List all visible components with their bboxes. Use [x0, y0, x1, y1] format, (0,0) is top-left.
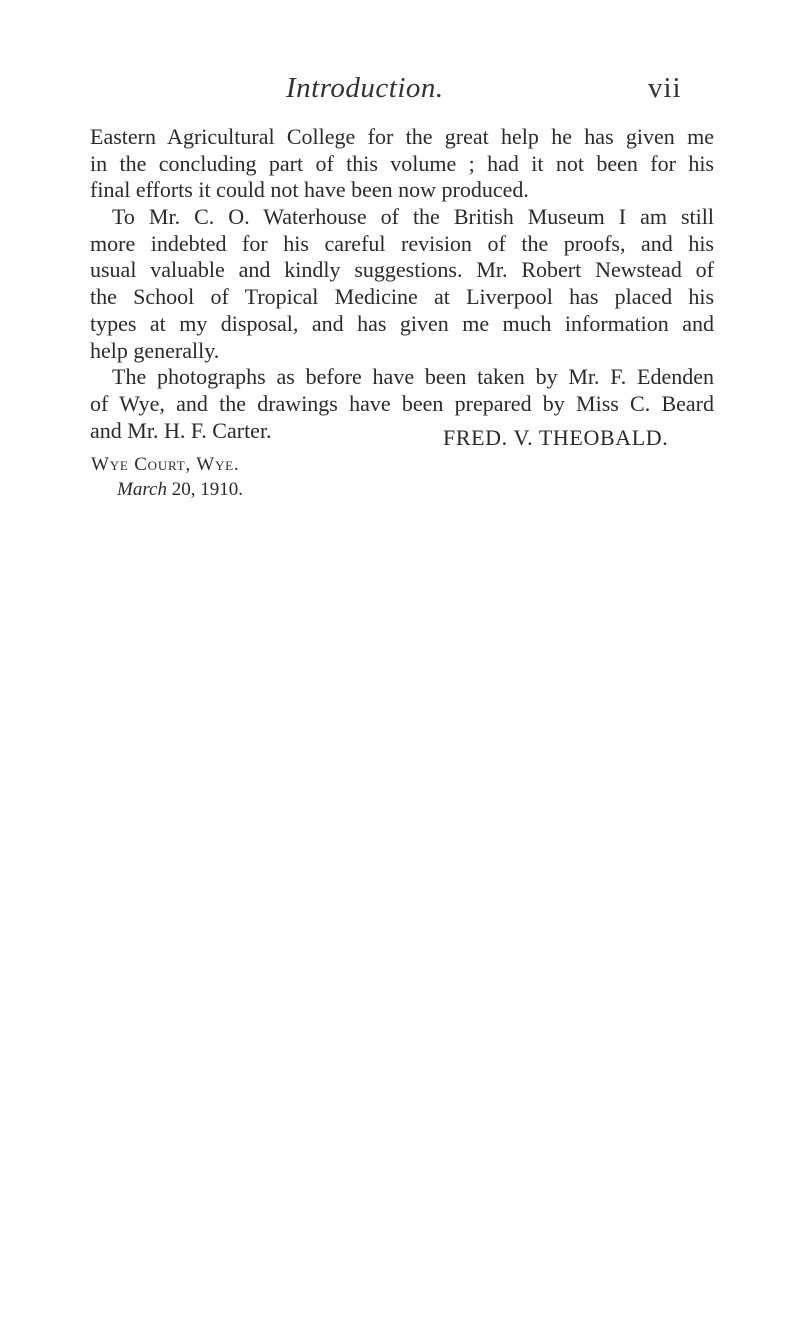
address: Wye Court, Wye. — [91, 454, 240, 475]
text-line: and Mr. H. F. Carter. — [90, 417, 272, 443]
page-number: vii — [648, 72, 682, 104]
running-head — [0, 72, 800, 112]
text-line: To Mr. C. O. Waterhouse of the British Museum I am still — [112, 204, 714, 230]
text-line: Eastern Agricultural College for the great help he has given me — [90, 124, 714, 149]
text-line: types at my disposal, and has given me much information and — [90, 310, 714, 336]
text-line: in the concluding part of this volume ; had it not been for his — [90, 150, 714, 176]
text-line: of Wye, and the drawings have been prepared by Miss C. Beard — [90, 390, 714, 416]
text-line: final efforts it could not have been now produced. — [90, 177, 529, 203]
date-month: March — [117, 479, 167, 500]
text-line: The photographs as before have been taken by Mr. F. Edenden — [112, 364, 714, 390]
text-line: usual valuable and kindly suggestions. Mr. Robert Newstead of — [90, 257, 714, 283]
date-line — [117, 479, 243, 501]
text-line: help generally. — [90, 337, 220, 363]
signature: FRED. V. THEOBALD. — [443, 425, 669, 450]
text-line: the School of Tropical Medicine at Liverpool has placed his — [90, 284, 714, 310]
running-title: Introduction. — [286, 72, 444, 104]
text-line: more indebted for his careful revision of the proofs, and his — [90, 230, 714, 256]
body-text — [90, 124, 714, 444]
date-rest: 20, 1910. — [166, 479, 243, 500]
